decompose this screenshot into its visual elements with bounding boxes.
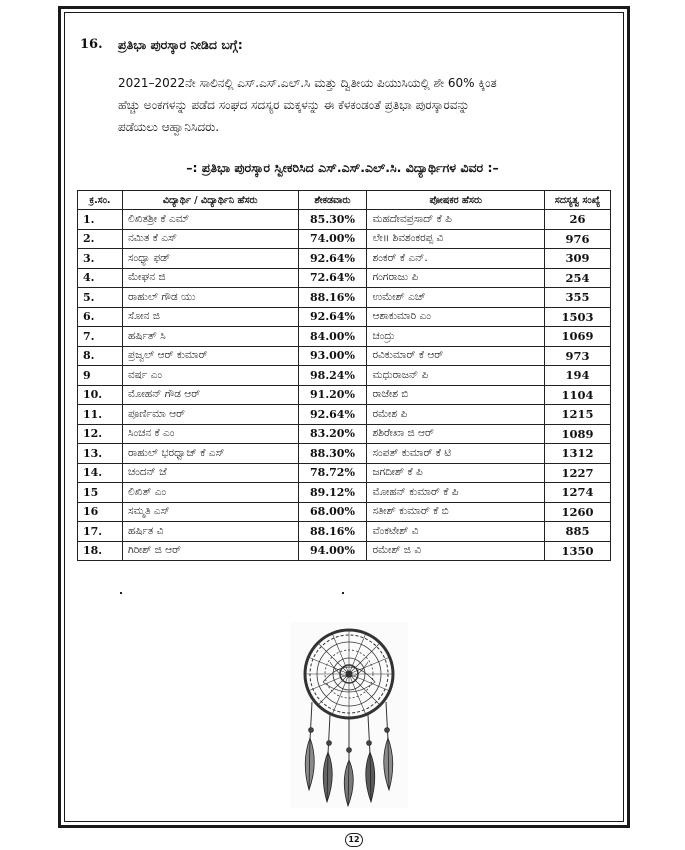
parent-cell: ರವಿಕುಮಾರ್ ಕೆ ಆರ್ bbox=[367, 346, 545, 366]
student-cell: ಸಿಂಚನ ಕೆ ಎಂ bbox=[122, 424, 298, 444]
serial-cell: 16 bbox=[78, 502, 123, 522]
section-title: ಪ್ರತಿಭಾ ಪುರಸ್ಕಾರ ನೀಡಿದ ಬಗ್ಗೆ: bbox=[118, 37, 243, 52]
student-cell: ಮೇಘನ ಜಿ bbox=[122, 268, 298, 288]
parent-cell: ಮಹದೇವಪ್ರಸಾದ್ ಕೆ ಪಿ bbox=[367, 210, 545, 230]
table-title: –: ಪ್ರತಿಭಾ ಪುರಸ್ಕಾರ ಸ್ವೀಕರಿಸಿದ ಎಸ್.ಎಸ್.ಎಲ್.ಸಿ. ವಿದ್ಯಾರ್ಥಿಗಳ ವಿವರ :– bbox=[186, 160, 499, 175]
table-row bbox=[78, 268, 611, 288]
parent-cell: ಆಶಾಕುಮಾರಿ ಎಂ bbox=[367, 307, 545, 327]
table-row bbox=[78, 483, 611, 503]
parent-cell: ರಮೇಶ ಪಿ bbox=[367, 405, 545, 425]
parent-cell: ಸತೀಶ್ ಕುಮಾರ್ ಕೆ ಬಿ bbox=[367, 502, 545, 522]
student-cell: ಪ್ರಜ್ವಲ್ ಆರ್ ಕುಮಾರ್ bbox=[122, 346, 298, 366]
serial-cell: 6. bbox=[78, 307, 123, 327]
percent-cell: 84.00% bbox=[298, 327, 367, 347]
serial-cell: 14. bbox=[78, 463, 123, 483]
percent-cell: 92.64% bbox=[298, 405, 367, 425]
intro-line: ಹೆಚ್ಚು ಅಂಕಗಳನ್ನು ಪಡೆದ ಸಂಘದ ಸದಸ್ಯರ ಮಕ್ಕಳನ್ನು ಈ ಕೆಳಕಂಡಂತೆ ಪ್ರತಿಭಾ ಪುರಸ್ಕಾರವನ್ನು bbox=[118, 98, 470, 112]
student-cell: ಲಿಖಿತ್ ಎಂ bbox=[122, 483, 298, 503]
table-row bbox=[78, 229, 611, 249]
table-row bbox=[78, 541, 611, 561]
percent-cell: 85.30% bbox=[298, 210, 367, 230]
percent-cell: 88.30% bbox=[298, 444, 367, 464]
percent-cell: 83.20% bbox=[298, 424, 367, 444]
column-header-member: ಸದಸ್ಯತ್ವ ಸಂಖ್ಯೆ bbox=[545, 191, 611, 210]
parent-cell: ಜಗದೀಶ್ ಕೆ ಪಿ bbox=[367, 463, 545, 483]
table-row bbox=[78, 522, 611, 542]
member-cell: 254 bbox=[545, 268, 611, 288]
intro-line: 2021–2022ನೇ ಸಾಲಿನಲ್ಲಿ ಎಸ್.ಎಸ್.ಎಲ್.ಸಿ ಮತ್ತು ದ್ವಿತೀಯ ಪಿಯುಸಿಯಲ್ಲಿ ಶೇ 60% ಕ್ಕಿಂತ bbox=[118, 76, 497, 90]
serial-cell: 9 bbox=[78, 366, 123, 386]
student-cell: ಮೋಹನ್ ಗೌಡ ಆರ್ bbox=[122, 385, 298, 405]
member-cell: 1350 bbox=[545, 541, 611, 561]
table-row bbox=[78, 327, 611, 347]
table-header-row bbox=[78, 191, 611, 210]
student-cell: ಪೂರ್ಣಿಮಾ ಆರ್ bbox=[122, 405, 298, 425]
parent-cell: ರಾಜೇಶ ಬಿ bbox=[367, 385, 545, 405]
member-cell: 1227 bbox=[545, 463, 611, 483]
dot-mark bbox=[342, 592, 344, 594]
parent-cell: ಸಂಪತ್ ಕುಮಾರ್ ಕೆ ಟಿ bbox=[367, 444, 545, 464]
serial-cell: 11. bbox=[78, 405, 123, 425]
student-cell: ಗಿರೀಶ್ ಜಿ ಆರ್ bbox=[122, 541, 298, 561]
serial-cell: 10. bbox=[78, 385, 123, 405]
member-cell: 1503 bbox=[545, 307, 611, 327]
table-row bbox=[78, 502, 611, 522]
member-cell: 194 bbox=[545, 366, 611, 386]
serial-cell: 7. bbox=[78, 327, 123, 347]
member-cell: 1104 bbox=[545, 385, 611, 405]
member-cell: 885 bbox=[545, 522, 611, 542]
parent-cell: ಮಧುರಾಜನ್ ಪಿ bbox=[367, 366, 545, 386]
table-row bbox=[78, 346, 611, 366]
percent-cell: 89.12% bbox=[298, 483, 367, 503]
serial-cell: 3. bbox=[78, 249, 123, 269]
percent-cell: 78.72% bbox=[298, 463, 367, 483]
serial-cell: 12. bbox=[78, 424, 123, 444]
member-cell: 973 bbox=[545, 346, 611, 366]
parent-cell: ಲೇ॥ ಶಿವಶಂಕರಪ್ಪ ವಿ bbox=[367, 229, 545, 249]
percent-cell: 91.20% bbox=[298, 385, 367, 405]
column-header-serial: ಕ್ರ.ಸಂ. bbox=[78, 191, 123, 210]
member-cell: 309 bbox=[545, 249, 611, 269]
member-cell: 1215 bbox=[545, 405, 611, 425]
percent-cell: 88.16% bbox=[298, 522, 367, 542]
parent-cell: ವೆಂಕಟೇಶ್ ವಿ bbox=[367, 522, 545, 542]
students-table bbox=[77, 190, 611, 561]
parent-cell: ಚಂದ್ರು bbox=[367, 327, 545, 347]
percent-cell: 72.64% bbox=[298, 268, 367, 288]
student-cell: ನಮಿತ ಕೆ ಎಸ್ bbox=[122, 229, 298, 249]
student-cell: ಹರ್ಷಿತ ವಿ bbox=[122, 522, 298, 542]
member-cell: 355 bbox=[545, 288, 611, 308]
member-cell: 1312 bbox=[545, 444, 611, 464]
serial-cell: 2. bbox=[78, 229, 123, 249]
member-cell: 1069 bbox=[545, 327, 611, 347]
serial-cell: 8. bbox=[78, 346, 123, 366]
member-cell: 976 bbox=[545, 229, 611, 249]
serial-cell: 13. bbox=[78, 444, 123, 464]
column-header-student: ವಿದ್ಯಾರ್ಥಿ / ವಿದ್ಯಾರ್ಥಿನಿ ಹೆಸರು bbox=[122, 191, 298, 210]
parent-cell: ಮೋಹನ್ ಕುಮಾರ್ ಕೆ ಪಿ bbox=[367, 483, 545, 503]
student-cell: ಲಿಖಿತಶ್ರೀ ಕೆ ಎಮ್ bbox=[122, 210, 298, 230]
percent-cell: 98.24% bbox=[298, 366, 367, 386]
dot-mark bbox=[120, 592, 122, 594]
intro-line: ಪಡೆಯಲು ಆಹ್ವಾನಿಸಿದರು. bbox=[118, 120, 220, 134]
percent-cell: 68.00% bbox=[298, 502, 367, 522]
serial-cell: 17. bbox=[78, 522, 123, 542]
student-cell: ರಾಹುಲ್ ಗೌಡ ಯು bbox=[122, 288, 298, 308]
dreamcatcher-icon bbox=[290, 622, 408, 808]
table-row bbox=[78, 288, 611, 308]
parent-cell: ಶಂಕರ್ ಕೆ ಎನ್. bbox=[367, 249, 545, 269]
serial-cell: 18. bbox=[78, 541, 123, 561]
student-cell: ಹರ್ಷಿತ್ ಸಿ bbox=[122, 327, 298, 347]
percent-cell: 92.64% bbox=[298, 307, 367, 327]
parent-cell: ಗಂಗರಾಜು ಪಿ bbox=[367, 268, 545, 288]
parent-cell: ಶಶಿರೇಖಾ ಜಿ ಆರ್ bbox=[367, 424, 545, 444]
percent-cell: 92.64% bbox=[298, 249, 367, 269]
serial-cell: 4. bbox=[78, 268, 123, 288]
table-row bbox=[78, 463, 611, 483]
table-row bbox=[78, 366, 611, 386]
table-row bbox=[78, 385, 611, 405]
intro-paragraph bbox=[118, 72, 616, 138]
parent-cell: ಉಮೇಶ್ ಎಚ್ bbox=[367, 288, 545, 308]
student-cell: ರಾಹುಲ್ ಭರಧ್ವಾಜ್ ಕೆ ಎಸ್ bbox=[122, 444, 298, 464]
student-cell: ಸಂಧ್ಯಾ ಫಡ್ bbox=[122, 249, 298, 269]
page-number: 12 bbox=[345, 833, 363, 847]
percent-cell: 74.00% bbox=[298, 229, 367, 249]
table-row bbox=[78, 307, 611, 327]
table-row bbox=[78, 249, 611, 269]
percent-cell: 93.00% bbox=[298, 346, 367, 366]
student-cell: ಚಂದನ್ ಜೆ bbox=[122, 463, 298, 483]
table-row bbox=[78, 444, 611, 464]
member-cell: 26 bbox=[545, 210, 611, 230]
column-header-parent: ಪೋಷಕರ ಹೆಸರು bbox=[367, 191, 545, 210]
member-cell: 1274 bbox=[545, 483, 611, 503]
serial-cell: 5. bbox=[78, 288, 123, 308]
member-cell: 1260 bbox=[545, 502, 611, 522]
table-row bbox=[78, 405, 611, 425]
table-row bbox=[78, 210, 611, 230]
section-number: 16. bbox=[80, 37, 103, 52]
table-row bbox=[78, 424, 611, 444]
serial-cell: 1. bbox=[78, 210, 123, 230]
member-cell: 1089 bbox=[545, 424, 611, 444]
student-cell: ವರ್ಷ ಎಂ bbox=[122, 366, 298, 386]
student-cell: ಸೋನ ಜಿ bbox=[122, 307, 298, 327]
percent-cell: 94.00% bbox=[298, 541, 367, 561]
student-cell: ಸಮ್ಮತಿ ಎಸ್ bbox=[122, 502, 298, 522]
percent-cell: 88.16% bbox=[298, 288, 367, 308]
serial-cell: 15 bbox=[78, 483, 123, 503]
parent-cell: ರಮೇಶ್ ಜಿ ವಿ bbox=[367, 541, 545, 561]
column-header-percent: ಶೇಕಡವಾರು bbox=[298, 191, 367, 210]
